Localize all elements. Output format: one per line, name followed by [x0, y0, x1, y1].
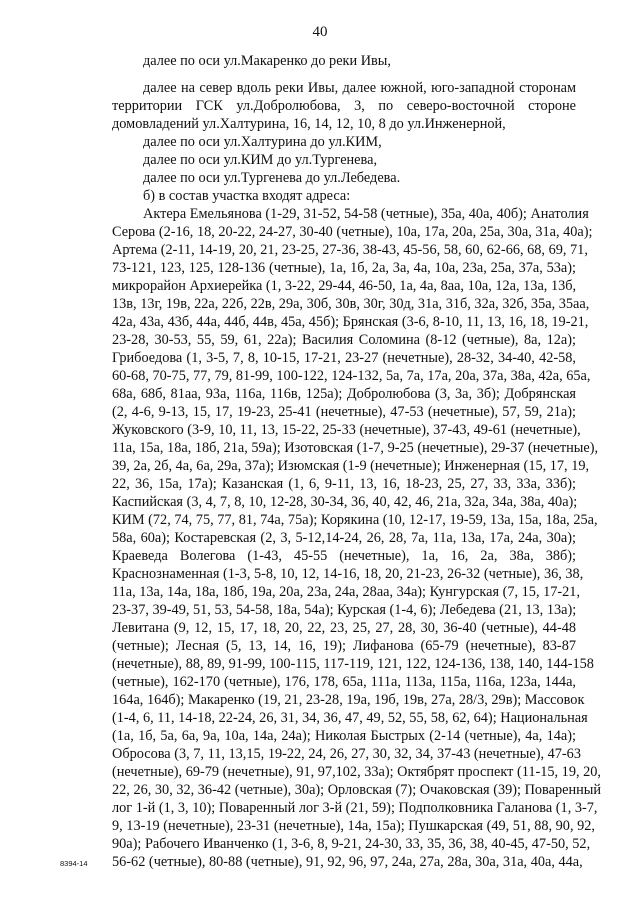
page-number: 40	[312, 24, 328, 40]
text-line: Жуковского (3-9, 10, 11, 13, 15-22, 25-33 (нечетные), 37-43, 49-61 (нечетные),	[112, 422, 581, 438]
text-line: (нечетные), 69-79 (нечетные), 91, 97,102, 33а); Октябрят проспект (11-15, 19, 20,	[112, 764, 601, 780]
text-line: (1-4, 6, 11, 14-18, 22-24, 26, 31, 34, 36, 47, 49, 52, 55, 58, 62, 64); Национальная	[112, 710, 588, 726]
text-line: далее по оси ул.Макаренко до реки Ивы,	[143, 53, 391, 69]
text-line: Каспийская (3, 4, 7, 8, 10, 12-28, 30-34, 36, 40, 42, 46, 21а, 32а, 34а, 38а, 40а);	[112, 494, 578, 510]
text-line: далее по оси ул.КИМ до ул.Тургенева,	[143, 152, 378, 168]
text-line: 60-68, 70-75, 77, 79, 81-99, 100-122, 124-132, 5а, 7а, 17а, 20а, 37а, 38а, 42а, 65а,	[112, 368, 591, 384]
text-line: Обросова (3, 7, 11, 13,15, 19-22, 24, 26, 27, 30, 32, 34, 37-43 (нечетные), 47-63	[112, 746, 581, 762]
text-line: далее по оси ул.Тургенева до ул.Лебедева.	[143, 170, 401, 186]
text-line: 11а, 15а, 18а, 18б, 21а, 59а); Изотовская (1-7, 9-25 (нечетные), 29-37 (нечетные),	[112, 440, 599, 456]
text-line: 23-37, 39-49, 51, 53, 54-58, 18а, 54а); Курская (1-4, 6); Лебедева (21, 13, 13а);	[112, 602, 577, 618]
text-line: (четные); Лесная (5, 13, 14, 16, 19); Лифанова (65-79 (нечетные), 83-87	[112, 638, 576, 654]
text-line: 73-121, 123, 125, 128-136 (четные), 1а, 1б, 2а, 3а, 4а, 10а, 23а, 25а, 37а, 53а);	[112, 260, 576, 276]
text-line: (1а, 1б, 5а, 6а, 9а, 10а, 14а, 24а); Николая Быстрых (2-14 (четные), 4а, 14а);	[112, 728, 576, 744]
text-line: Грибоедова (1, 3-5, 7, 8, 10-15, 17-21, 23-27 (нечетные), 28-32, 34-40, 42-58,	[112, 350, 576, 366]
text-line: Артема (2-11, 14-19, 20, 21, 23-25, 27-36, 38-43, 45-56, 58, 60, 62-66, 68, 69, 71,	[112, 242, 588, 258]
text-line: Краснознаменная (1-3, 5-8, 10, 12, 14-16, 18, 20, 21-23, 26-32 (четные), 36, 38,	[112, 566, 584, 582]
text-line: далее на север вдоль реки Ивы, далее южной, юго-западной сторонам	[143, 80, 576, 96]
text-line: 13в, 13г, 19в, 22а, 22б, 22в, 29а, 30б, 30в, 30г, 30д, 31а, 31б, 32а, 32б, 35а, 35аа,	[112, 296, 590, 312]
text-line	[112, 871, 576, 889]
text-line: 58а, 60а); Костаревская (2, 3, 5-12,14-24, 26, 28, 7а, 11а, 13а, 17а, 24а, 30а);	[112, 530, 576, 546]
text-line: далее по оси ул.Халтурина до ул.КИМ,	[143, 134, 382, 150]
footer-code: 8394-14	[60, 859, 88, 868]
text-line: 164а, 164б); Макаренко (19, 21, 23-28, 19а, 19б, 19в, 27а, 28/3, 29в); Массовок	[112, 692, 585, 708]
text-line: 23-28, 30-53, 55, 59, 61, 22а); Василия Соломина (8-12 (четные), 8а, 12а);	[112, 332, 576, 348]
text-line: 90а); Рабочего Иванченко (1, 3-6, 8, 9-21, 24-30, 33, 35, 36, 38, 40-45, 47-50, 52,	[112, 836, 591, 852]
text-line: Серова (2-16, 18, 20-22, 24-27, 30-40 (четные), 10а, 17а, 20а, 25а, 30а, 31а, 40а);	[112, 224, 593, 240]
text-line: домовладений ул.Халтурина, 16, 14, 12, 10, 8 до ул.Инженерной,	[112, 116, 506, 132]
text-line: КИМ (72, 74, 75, 77, 81, 74а, 75а); Корякина (10, 12-17, 19-59, 13а, 15а, 18а, 25а,	[112, 512, 598, 528]
text-line: б) в состав участка входят адреса:	[143, 188, 351, 204]
text-line: 39, 2а, 2б, 4а, 6а, 29а, 37а); Изюмская (1-9 (нечетные); Инженерная (15, 17, 19,	[112, 458, 590, 474]
text-line: 11а, 13а, 14а, 18а, 18б, 19а, 20а, 23а, 24а, 28аа, 34а); Кунгурская (7, 15, 17-21,	[112, 584, 581, 600]
text-line: 42а, 43а, 43б, 44а, 44б, 44в, 45а, 45б); Брянская (3-6, 8-10, 11, 13, 16, 18, 19-21,	[112, 314, 589, 330]
text-line: Краеведа Волегова (1-43, 45-55 (нечетные), 1а, 16, 2а, 38а, 38б);	[112, 548, 576, 564]
text-line: 9, 13-19 (нечетные), 23-31 (нечетные), 14а, 15а); Пушкарская (49, 51, 88, 90, 92,	[112, 818, 595, 834]
text-line: (2, 4-6, 9-13, 15, 17, 19-23, 25-41 (нечетные), 47-53 (нечетные), 57, 59, 21а);	[112, 404, 576, 420]
text-line: лог 1-й (1, 3, 10); Поваренный лог 3-й (21, 59); Подполковника Галанова (1, 3-7,	[112, 800, 598, 816]
text-line: (четные), 162-170 (четные), 176, 178, 65а, 111а, 113а, 115а, 116а, 123а, 144а,	[112, 674, 576, 690]
text-line: Актера Емельянова (1-29, 31-52, 54-58 (четные), 35а, 40а, 40б); Анатолия	[143, 206, 589, 222]
text-line: Левитана (9, 12, 15, 17, 18, 20, 22, 23, 25, 27, 28, 30, 36-40 (четные), 44-48	[112, 620, 576, 636]
text-line: 68а, 68б, 81аа, 93а, 116а, 116в, 125а); Добролюбова (3, 3а, 3б); Добрянская	[112, 386, 576, 402]
text-line: территории ГСК ул.Добролюбова, 3, по северо-восточной стороне	[112, 98, 576, 114]
text-line: 22, 26, 30, 32, 36-42 (четные), 30а); Орловская (7); Очаковская (39); Поваренный	[112, 782, 602, 798]
text-line: 56-62 (четные), 80-88 (четные), 91, 92, 96, 97, 24а, 27а, 28а, 30а, 31а, 40а, 44а,	[112, 854, 583, 870]
text-line: (нечетные), 88, 89, 91-99, 100-115, 117-119, 121, 122, 124-136, 138, 140, 144-158	[112, 656, 594, 672]
text-line: микрорайон Архиерейка (1, 3-22, 29-44, 46-50, 1а, 4а, 8аа, 10а, 12а, 13а, 13б,	[112, 278, 577, 294]
text-line: 22, 36, 15а, 17а); Казанская (1, 6, 9-11, 13, 16, 18-23, 25, 27, 33, 33а, 33б);	[112, 476, 576, 492]
